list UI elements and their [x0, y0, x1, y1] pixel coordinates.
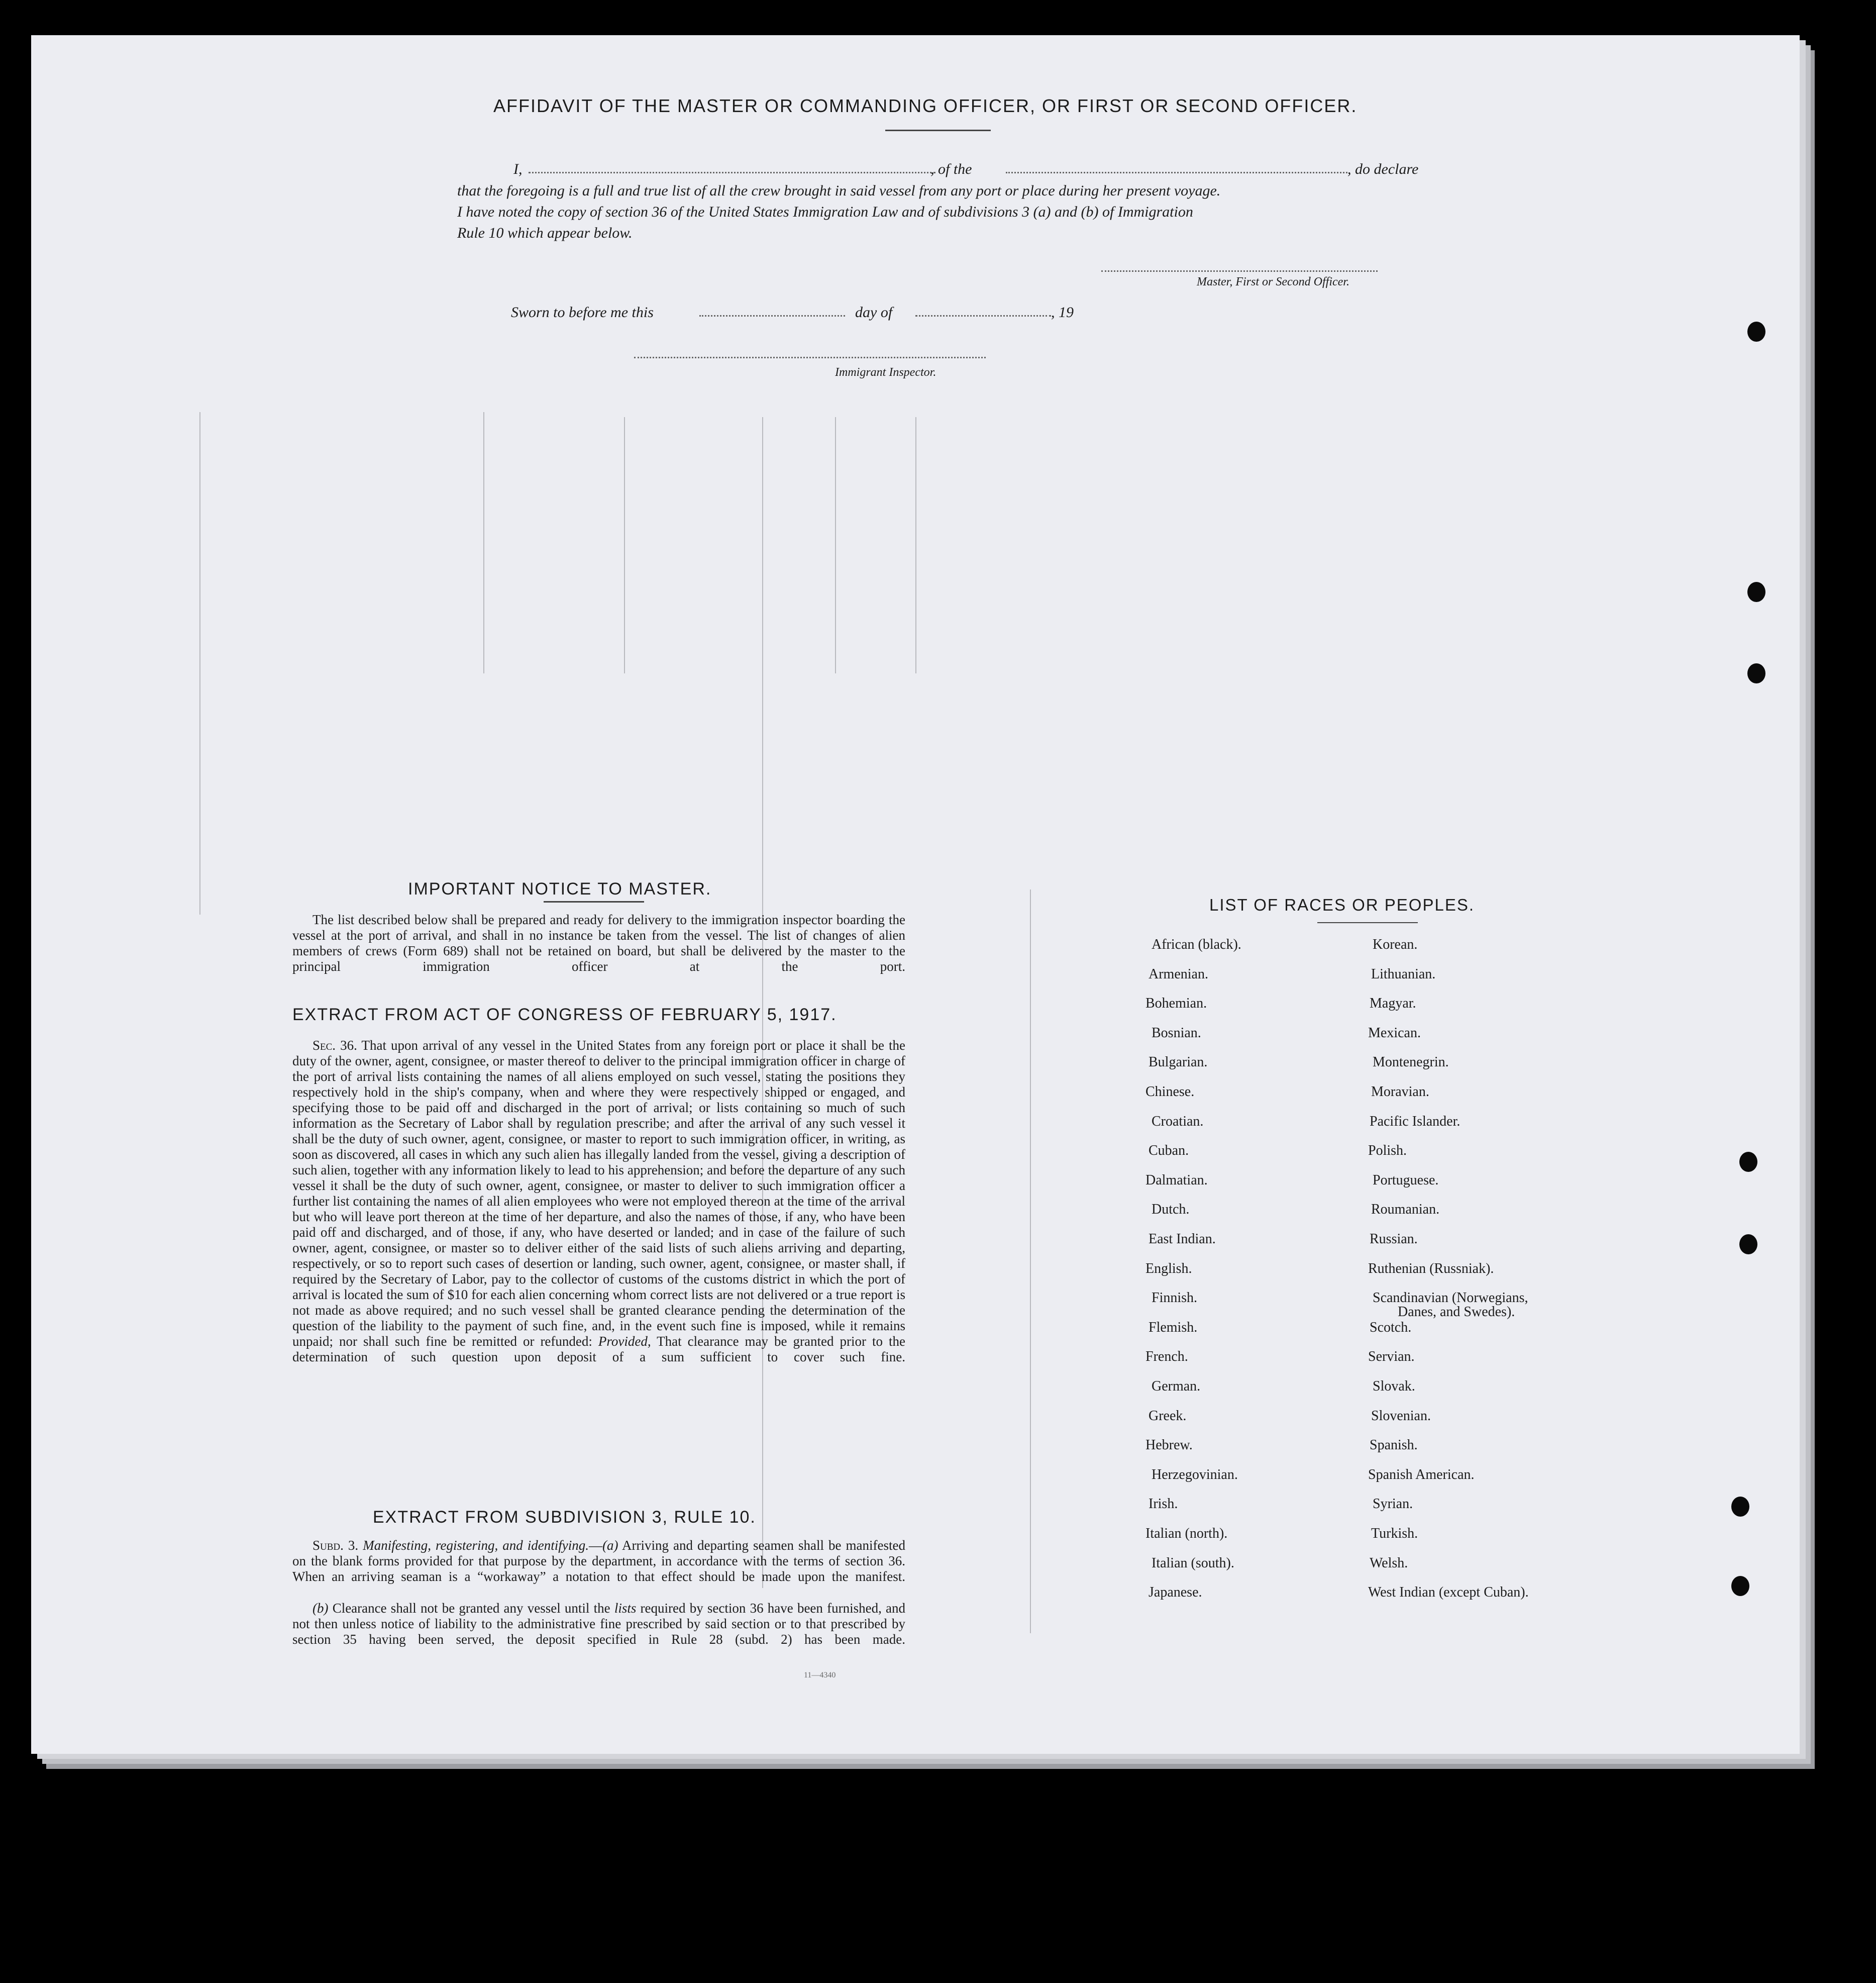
race-left-item: Italian (north). — [1145, 1526, 1228, 1541]
sworn-year: , 19 — [1051, 304, 1074, 321]
race-right-item: Syrian. — [1373, 1496, 1413, 1512]
race-right-item: Pacific Islander. — [1370, 1114, 1461, 1129]
race-right-item: Spanish. — [1370, 1437, 1418, 1453]
race-left-item: French. — [1145, 1349, 1188, 1364]
vessel-blank[interactable] — [1006, 172, 1347, 173]
para-a-body: Arriving and departing seamen shall be manifested on the blank forms provided for that purpose by the department, in accordance with the terms of section 36. When an arriving seaman is a “workaway” a notation to that effect should be made upon the manifest. — [292, 1538, 906, 1584]
race-left-item: Bosnian. — [1152, 1025, 1201, 1041]
inspector-signature-blank[interactable] — [634, 357, 986, 358]
para-b-label: (b) — [312, 1601, 329, 1616]
declaration-of-the: , of the — [930, 161, 972, 177]
section-36-text — [292, 1038, 905, 1365]
race-right-item: Russian. — [1370, 1231, 1418, 1247]
binder-hole — [1747, 663, 1765, 683]
race-right-item: Welsh. — [1370, 1555, 1408, 1571]
notice-body-text: The list described below shall be prepared and ready for delivery to the immigration inspector boarding the vessel at the port of arrival, and shall in no instance be taken from the vessel. The list of changes of alien members of crews (Form 689) shall not be retained on board, but shall be delivered by the master to the principal immigration officer at the port. — [292, 912, 905, 974]
race-left-item: Bohemian. — [1145, 996, 1207, 1011]
race-right-item: Roumanian. — [1371, 1202, 1440, 1217]
affidavit-title: AFFIDAVIT OF THE MASTER OR COMMANDING OFFICER, OR FIRST OR SECOND OFFICER. — [493, 95, 1358, 116]
bleed-rule — [1030, 889, 1031, 1633]
race-left-item: Hebrew. — [1145, 1437, 1193, 1453]
race-left-item: Cuban. — [1149, 1143, 1189, 1158]
subdivision-heading: Manifesting, registering, and identifying. — [363, 1538, 589, 1553]
section-36-body: That upon arrival of any vessel in the United States from any foreign port or place it shall be the duty of the owner, agent, consignee, or master thereof to deliver to the principal immigration officer in charge of the port of arrival lists containing the names of all aliens employed on such vessel, stating the positions they respectively hold in the ship's company, when and where they were respectively shipped or engaged, and specifying those to be paid off and discharged in the port of arrival; or lists containing so much of such information as the Secretary of Labor shall by regulation prescribe; and after the arrival of any such vessel it shall be the duty of such owner, agent, consignee, or master to report to such immigration officer, in writing, as soon as discovered, all cases in which any such alien has illegally landed from the vessel, giving a description of such alien, together with any information likely to lead to his apprehension; and before the departure of any such vessel it shall be the duty of such owner, agent, consignee, or master to deliver to such immigration officer a further list containing the names of all alien employees who were not employed thereon at the time of the arrival but who will leave port thereon at the time of her departure, and also the names of those, if any, who have been paid off and discharged, and of those, if any, who have deserted or landed; and in case of the failure of such owner, agent, consignee, or master so to deliver either of the said lists of such aliens arriving and departing, respectively, or so to report such cases of desertion or landing, such owner, agent, consignee, or master shall, if required by the Secretary of Labor, pay to the collector of customs of the customs district in which the port of arrival is located the sum of $10 for each alien concerning whom correct lists are not delivered or a true report is not made as above required; and no such vessel shall be granted clearance pending the determination of the question of the liability to the payment of such fine, and, in the event such fine is imposed, while it remains unpaid; nor shall such fine be remitted or refunded: — [292, 1038, 906, 1349]
sworn-prefix: Sworn to before me this — [511, 304, 654, 321]
para-a-label: (a) — [602, 1538, 618, 1553]
declaration-do-declare: , do declare — [1347, 161, 1419, 177]
bleed-rule — [762, 417, 763, 1588]
race-left-item: East Indian. — [1149, 1231, 1216, 1247]
sworn-day-of: day of — [855, 304, 893, 321]
bleed-rule — [483, 412, 484, 673]
declaration-line-3: I have noted the copy of section 36 of the United States Immigration Law and of subdivisions 3 (a) and (b) of Immigration — [457, 204, 1193, 220]
race-left-item: Croatian. — [1152, 1114, 1204, 1129]
sworn-day-blank[interactable] — [699, 315, 845, 317]
name-blank[interactable] — [529, 172, 935, 173]
race-left-item: Flemish. — [1149, 1320, 1198, 1335]
race-left-item: Herzegovinian. — [1152, 1467, 1238, 1482]
race-right-item: Slovak. — [1373, 1378, 1415, 1394]
race-right-item: Ruthenian (Russniak). — [1368, 1261, 1494, 1276]
race-right-item: Portuguese. — [1373, 1172, 1439, 1188]
declaration-line-2: that the foregoing is a full and true list of all the crew brought in said vessel from any port or place during her present voyage. — [457, 182, 1221, 199]
subdivision-3-a-text: Subd. 3. Manifesting, registering, and identifying.—(a) Arriving and departing seamen shall be manifested on the blank forms provided for that purpose by the department, in accordance with the terms of section 36. When an arriving seaman is a “workaway” a notation to that effect should be made upon the manifest. — [292, 1538, 906, 1584]
race-right-item: Montenegrin. — [1373, 1054, 1449, 1070]
inspector-caption: Immigrant Inspector. — [835, 366, 936, 379]
binder-hole — [1731, 1576, 1749, 1596]
race-left-item: Finnish. — [1152, 1290, 1198, 1306]
signature-caption: Master, First or Second Officer. — [1197, 275, 1349, 288]
race-right-item: Polish. — [1368, 1143, 1407, 1158]
race-left-item: Bulgarian. — [1149, 1054, 1208, 1070]
races-title-underline — [1317, 922, 1418, 923]
subdivision-3-b-text — [292, 1601, 905, 1647]
race-left-item: Japanese. — [1149, 1584, 1202, 1600]
para-b-lists: lists — [614, 1601, 637, 1616]
notice-title-underline — [544, 901, 644, 903]
race-right-item: Lithuanian. — [1371, 966, 1436, 982]
races-title: LIST OF RACES OR PEOPLES. — [1209, 896, 1475, 914]
section-36-proviso-body: That clearance may be granted prior to the determination of such question upon deposit of a sum sufficient to cover such fine. — [292, 1334, 906, 1364]
race-right-item: Danes, and Swedes). — [1398, 1304, 1515, 1320]
section-36-proviso-word: Provided, — [598, 1334, 651, 1349]
race-right-item: West Indian (except Cuban). — [1368, 1584, 1529, 1600]
race-left-item: African (black). — [1152, 937, 1241, 952]
race-left-item: German. — [1152, 1378, 1201, 1394]
race-right-item: Spanish American. — [1368, 1467, 1475, 1482]
act-extract-title: EXTRACT FROM ACT OF CONGRESS OF FEBRUARY 5, 1917. — [292, 1005, 837, 1024]
race-left-item: Dalmatian. — [1145, 1172, 1208, 1188]
race-right-item: Korean. — [1373, 937, 1418, 952]
race-right-item: Scotch. — [1370, 1320, 1412, 1335]
notice-title: IMPORTANT NOTICE TO MASTER. — [408, 879, 712, 899]
race-left-item: Dutch. — [1152, 1202, 1190, 1217]
race-right-item: Moravian. — [1371, 1084, 1429, 1100]
notice-body — [292, 912, 905, 974]
bleed-rule — [199, 412, 200, 915]
bleed-rule — [915, 417, 916, 673]
declaration-line-4: Rule 10 which appear below. — [457, 225, 633, 241]
race-left-item: Italian (south). — [1152, 1555, 1234, 1571]
binder-hole — [1739, 1152, 1757, 1172]
race-left-item: Chinese. — [1145, 1084, 1195, 1100]
form-page — [31, 35, 1800, 1754]
signature-blank[interactable] — [1101, 270, 1378, 272]
para-b-body-2: required by section 36 have been furnished, and not then unless notice of liability to the administrative fine prescribed by said section or to that prescribed by section 35 having been served, the deposit specified in Rule 28 (subd. 2) has been made. — [292, 1601, 906, 1647]
rule-extract-title: EXTRACT FROM SUBDIVISION 3, RULE 10. — [373, 1508, 756, 1527]
bleed-rule — [624, 417, 625, 673]
para-b-body-1: Clearance shall not be granted any vessel until the — [332, 1601, 610, 1616]
section-36-label: Sec. 36. — [312, 1038, 357, 1053]
bleed-rule — [835, 417, 836, 673]
title-rule — [885, 130, 991, 131]
race-left-item: Greek. — [1149, 1408, 1187, 1424]
binder-hole — [1747, 322, 1765, 342]
race-left-item: Armenian. — [1149, 966, 1208, 982]
race-left-item: Irish. — [1149, 1496, 1178, 1512]
subdivision-label: Subd. 3. — [312, 1538, 359, 1553]
printer-mark: 11—4340 — [804, 1671, 836, 1679]
sworn-month-blank[interactable] — [915, 315, 1051, 317]
declaration-i: I, — [513, 161, 523, 177]
binder-hole — [1747, 582, 1765, 602]
race-right-item: Servian. — [1368, 1349, 1415, 1364]
race-right-item: Slovenian. — [1371, 1408, 1431, 1424]
race-right-item: Mexican. — [1368, 1025, 1421, 1041]
race-right-item: Scandinavian (Norwegians, — [1373, 1290, 1528, 1306]
binder-hole — [1731, 1497, 1749, 1517]
race-left-item: English. — [1145, 1261, 1192, 1276]
binder-hole — [1739, 1234, 1757, 1254]
race-right-item: Magyar. — [1370, 996, 1416, 1011]
race-right-item: Turkish. — [1371, 1526, 1418, 1541]
